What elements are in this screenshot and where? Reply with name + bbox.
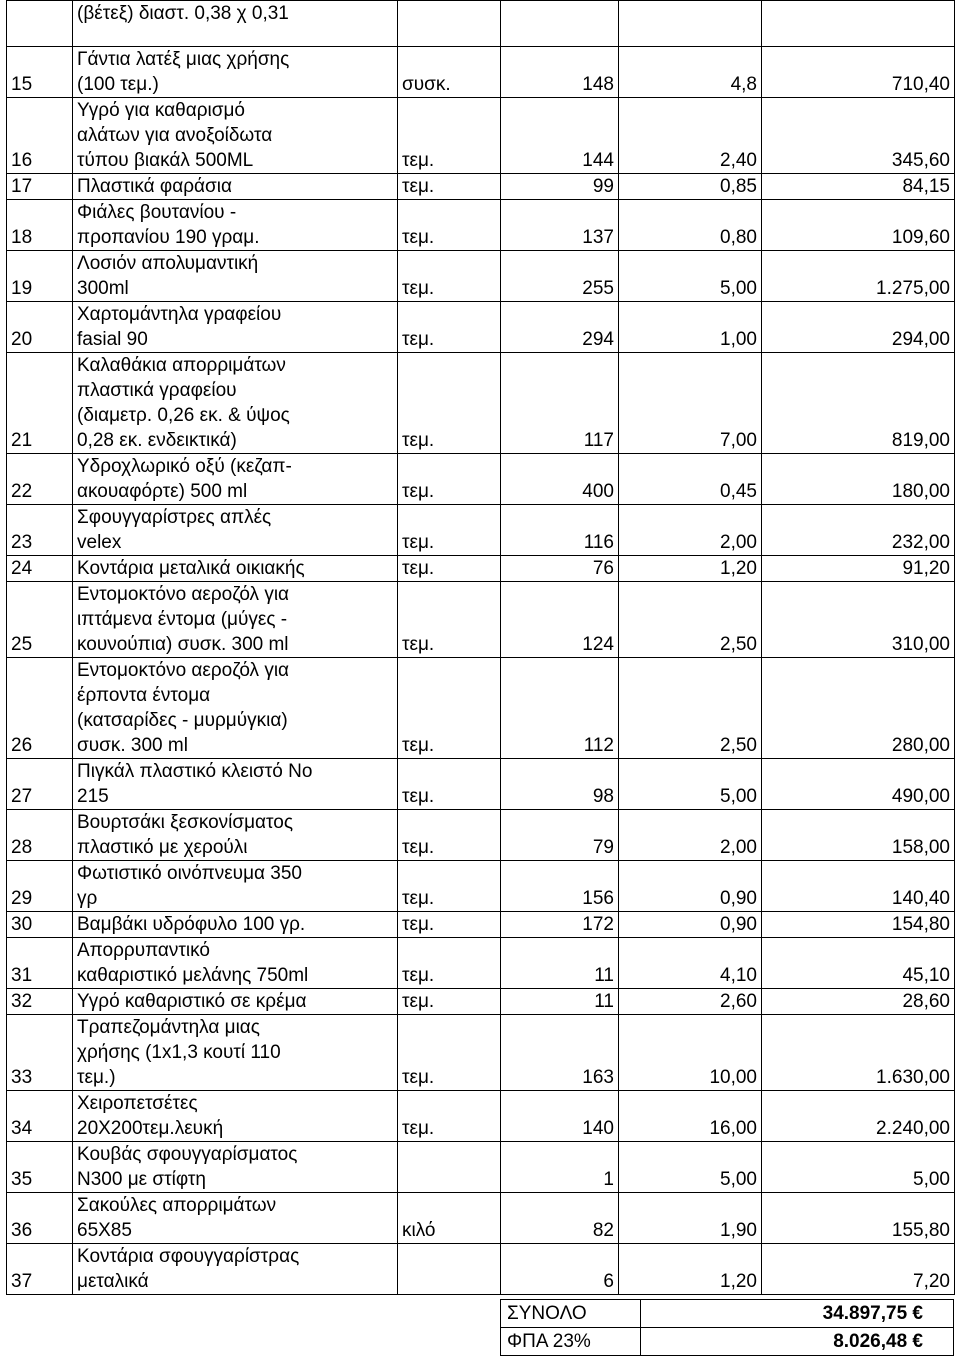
row-total: 310,00 — [762, 582, 955, 658]
row-description: Σφουγγαρίστρες απλές velex — [73, 505, 398, 556]
row-quantity: 400 — [501, 454, 619, 505]
row-total: 109,60 — [762, 200, 955, 251]
row-number: 32 — [7, 989, 73, 1015]
table-row — [7, 302, 955, 353]
items-table — [6, 0, 955, 1295]
row-unit: τεμ. — [398, 759, 501, 810]
row-total: 140,40 — [762, 861, 955, 912]
row-unit — [398, 1, 501, 47]
row-total: 154,80 — [762, 912, 955, 938]
row-unit-price: 1,20 — [619, 1244, 762, 1295]
summary-vat-label: ΦΠΑ 23% — [501, 1328, 641, 1356]
table-row — [7, 759, 955, 810]
row-quantity: 98 — [501, 759, 619, 810]
table-row — [7, 47, 955, 98]
row-number: 18 — [7, 200, 73, 251]
table-row — [7, 1142, 955, 1193]
summary-total-value: 34.897,75 € — [641, 1300, 954, 1328]
row-unit: τεμ. — [398, 200, 501, 251]
table-row — [7, 989, 955, 1015]
row-unit: τεμ. — [398, 582, 501, 658]
table-row — [7, 353, 955, 454]
row-quantity — [501, 1, 619, 47]
row-unit: τεμ. — [398, 658, 501, 759]
row-quantity: 117 — [501, 353, 619, 454]
row-quantity: 144 — [501, 98, 619, 174]
row-quantity: 11 — [501, 938, 619, 989]
row-number: 33 — [7, 1015, 73, 1091]
row-number — [7, 1, 73, 47]
row-unit-price — [619, 1, 762, 47]
row-description: Υγρό για καθαρισμό αλάτων για ανοξοίδωτα τύπου βιακάλ 500ML — [73, 98, 398, 174]
row-description: Λοσιόν απολυμαντική 300ml — [73, 251, 398, 302]
row-description: (βέτεξ) διαστ. 0,38 χ 0,31 — [73, 1, 398, 47]
row-total: 45,10 — [762, 938, 955, 989]
row-number: 15 — [7, 47, 73, 98]
row-unit: τεμ. — [398, 810, 501, 861]
row-quantity: 294 — [501, 302, 619, 353]
row-quantity: 76 — [501, 556, 619, 582]
row-quantity: 156 — [501, 861, 619, 912]
table-row — [7, 251, 955, 302]
row-total: 819,00 — [762, 353, 955, 454]
row-unit-price: 2,00 — [619, 810, 762, 861]
row-quantity: 112 — [501, 658, 619, 759]
row-total: 28,60 — [762, 989, 955, 1015]
row-total: 345,60 — [762, 98, 955, 174]
row-number: 34 — [7, 1091, 73, 1142]
row-unit-price: 2,60 — [619, 989, 762, 1015]
row-quantity: 116 — [501, 505, 619, 556]
row-description: Σακούλες απορριμάτων 65Χ85 — [73, 1193, 398, 1244]
row-total: 180,00 — [762, 454, 955, 505]
row-total: 1.275,00 — [762, 251, 955, 302]
row-number: 36 — [7, 1193, 73, 1244]
row-description: Εντομοκτόνο αεροζόλ για ιπτάμενα έντομα (μύγες - κουνούπια) συσκ. 300 ml — [73, 582, 398, 658]
row-number: 16 — [7, 98, 73, 174]
row-number: 29 — [7, 861, 73, 912]
row-total: 710,40 — [762, 47, 955, 98]
summary-total-label: ΣΥΝΟΛΟ — [501, 1300, 641, 1328]
row-number: 20 — [7, 302, 73, 353]
row-description: Φωτιστικό οινόπνευμα 350 γρ — [73, 861, 398, 912]
row-unit: κιλό — [398, 1193, 501, 1244]
row-description: Γάντια λατέξ μιας χρήσης (100 τεμ.) — [73, 47, 398, 98]
row-number: 28 — [7, 810, 73, 861]
row-unit-price: 0,85 — [619, 174, 762, 200]
row-number: 23 — [7, 505, 73, 556]
table-row — [7, 200, 955, 251]
items-table-body — [7, 1, 955, 1295]
row-quantity: 255 — [501, 251, 619, 302]
row-total: 2.240,00 — [762, 1091, 955, 1142]
row-description: Κοντάρια μεταλικά οικιακής — [73, 556, 398, 582]
row-description: Κοντάρια σφουγγαρίστρας μεταλικά — [73, 1244, 398, 1295]
row-quantity: 137 — [501, 200, 619, 251]
row-total: 91,20 — [762, 556, 955, 582]
row-description: Υγρό καθαριστικό σε κρέμα — [73, 989, 398, 1015]
table-row — [7, 174, 955, 200]
row-number: 35 — [7, 1142, 73, 1193]
table-row — [7, 98, 955, 174]
row-unit: τεμ. — [398, 1091, 501, 1142]
table-row — [7, 912, 955, 938]
row-unit-price: 16,00 — [619, 1091, 762, 1142]
row-unit-price: 2,00 — [619, 505, 762, 556]
row-total: 155,80 — [762, 1193, 955, 1244]
table-row — [7, 1091, 955, 1142]
summary-vat-row — [501, 1328, 954, 1356]
row-unit: τεμ. — [398, 98, 501, 174]
table-row — [7, 1193, 955, 1244]
row-unit-price: 5,00 — [619, 759, 762, 810]
row-quantity: 6 — [501, 1244, 619, 1295]
row-number: 30 — [7, 912, 73, 938]
row-unit — [398, 1244, 501, 1295]
row-quantity: 82 — [501, 1193, 619, 1244]
row-unit: τεμ. — [398, 556, 501, 582]
row-description: Κουβάς σφουγγαρίσματος Ν300 με στίφτη — [73, 1142, 398, 1193]
row-description: Καλαθάκια απορριμάτων πλαστικά γραφείου (διαμετρ. 0,26 εκ. & ύψος 0,28 εκ. ενδεικτικά) — [73, 353, 398, 454]
row-unit-price: 0,90 — [619, 861, 762, 912]
row-unit: τεμ. — [398, 454, 501, 505]
table-row — [7, 810, 955, 861]
row-quantity: 11 — [501, 989, 619, 1015]
row-description: Πλαστικά φαράσια — [73, 174, 398, 200]
row-unit-price: 1,20 — [619, 556, 762, 582]
row-total: 232,00 — [762, 505, 955, 556]
row-description: Εντομοκτόνο αεροζόλ για έρποντα έντομα (κατσαρίδες - μυρμύγκια) συσκ. 300 ml — [73, 658, 398, 759]
summary-vat-value: 8.026,48 € — [641, 1328, 954, 1356]
row-total: 5,00 — [762, 1142, 955, 1193]
row-description: Βουρτσάκι ξεσκονίσματος πλαστικό με χερούλι — [73, 810, 398, 861]
row-number: 21 — [7, 353, 73, 454]
table-row — [7, 1015, 955, 1091]
row-unit-price: 1,90 — [619, 1193, 762, 1244]
summary-table — [500, 1299, 954, 1356]
row-number: 19 — [7, 251, 73, 302]
row-unit-price: 1,00 — [619, 302, 762, 353]
row-unit: τεμ. — [398, 989, 501, 1015]
row-quantity: 124 — [501, 582, 619, 658]
row-unit: τεμ. — [398, 251, 501, 302]
row-number: 26 — [7, 658, 73, 759]
row-unit-price: 2,50 — [619, 658, 762, 759]
row-description: Φιάλες βουτανίου - προπανίου 190 γραμ. — [73, 200, 398, 251]
table-row — [7, 1244, 955, 1295]
row-unit-price: 10,00 — [619, 1015, 762, 1091]
row-quantity: 140 — [501, 1091, 619, 1142]
row-number: 31 — [7, 938, 73, 989]
row-number: 27 — [7, 759, 73, 810]
table-row — [7, 556, 955, 582]
row-unit: τεμ. — [398, 912, 501, 938]
row-total: 1.630,00 — [762, 1015, 955, 1091]
row-number: 17 — [7, 174, 73, 200]
summary-total-row — [501, 1300, 954, 1328]
row-number: 22 — [7, 454, 73, 505]
row-unit: τεμ. — [398, 174, 501, 200]
row-quantity: 99 — [501, 174, 619, 200]
row-unit: τεμ. — [398, 1015, 501, 1091]
row-unit-price: 0,80 — [619, 200, 762, 251]
table-row — [7, 861, 955, 912]
row-description: Χειροπετσέτες 20Χ200τεμ.λευκή — [73, 1091, 398, 1142]
row-quantity: 1 — [501, 1142, 619, 1193]
table-row — [7, 938, 955, 989]
row-quantity: 148 — [501, 47, 619, 98]
row-total: 84,15 — [762, 174, 955, 200]
row-unit-price: 4,10 — [619, 938, 762, 989]
row-quantity: 163 — [501, 1015, 619, 1091]
row-unit: συσκ. — [398, 47, 501, 98]
table-row — [7, 454, 955, 505]
row-number: 25 — [7, 582, 73, 658]
row-description: Βαμβάκι υδρόφυλο 100 γρ. — [73, 912, 398, 938]
table-row — [7, 658, 955, 759]
row-unit-price: 5,00 — [619, 251, 762, 302]
row-description: Τραπεζομάντηλα μιας χρήσης (1x1,3 κουτί 110 τεμ.) — [73, 1015, 398, 1091]
row-total — [762, 1, 955, 47]
row-total: 158,00 — [762, 810, 955, 861]
row-description: Απορρυπαντικό καθαριστικό μελάνης 750ml — [73, 938, 398, 989]
row-unit: τεμ. — [398, 353, 501, 454]
row-total: 490,00 — [762, 759, 955, 810]
row-description: Χαρτομάντηλα γραφείου fasial 90 — [73, 302, 398, 353]
row-unit-price: 7,00 — [619, 353, 762, 454]
row-unit: τεμ. — [398, 505, 501, 556]
row-quantity: 172 — [501, 912, 619, 938]
row-unit-price: 0,90 — [619, 912, 762, 938]
row-description: Υδροχλωρικό οξύ (κεζαπ- ακουαφόρτε) 500 ml — [73, 454, 398, 505]
row-total: 294,00 — [762, 302, 955, 353]
table-row — [7, 505, 955, 556]
row-unit: τεμ. — [398, 302, 501, 353]
row-unit-price: 4,8 — [619, 47, 762, 98]
row-unit: τεμ. — [398, 938, 501, 989]
row-quantity: 79 — [501, 810, 619, 861]
row-number: 24 — [7, 556, 73, 582]
row-description: Πιγκάλ πλαστικό κλειστό Νο 215 — [73, 759, 398, 810]
table-row — [7, 582, 955, 658]
row-total: 280,00 — [762, 658, 955, 759]
row-number: 37 — [7, 1244, 73, 1295]
row-unit — [398, 1142, 501, 1193]
row-total: 7,20 — [762, 1244, 955, 1295]
row-unit-price: 2,40 — [619, 98, 762, 174]
row-unit-price: 5,00 — [619, 1142, 762, 1193]
table-row-top-fragment — [7, 1, 955, 47]
row-unit: τεμ. — [398, 861, 501, 912]
row-unit-price: 0,45 — [619, 454, 762, 505]
row-unit-price: 2,50 — [619, 582, 762, 658]
